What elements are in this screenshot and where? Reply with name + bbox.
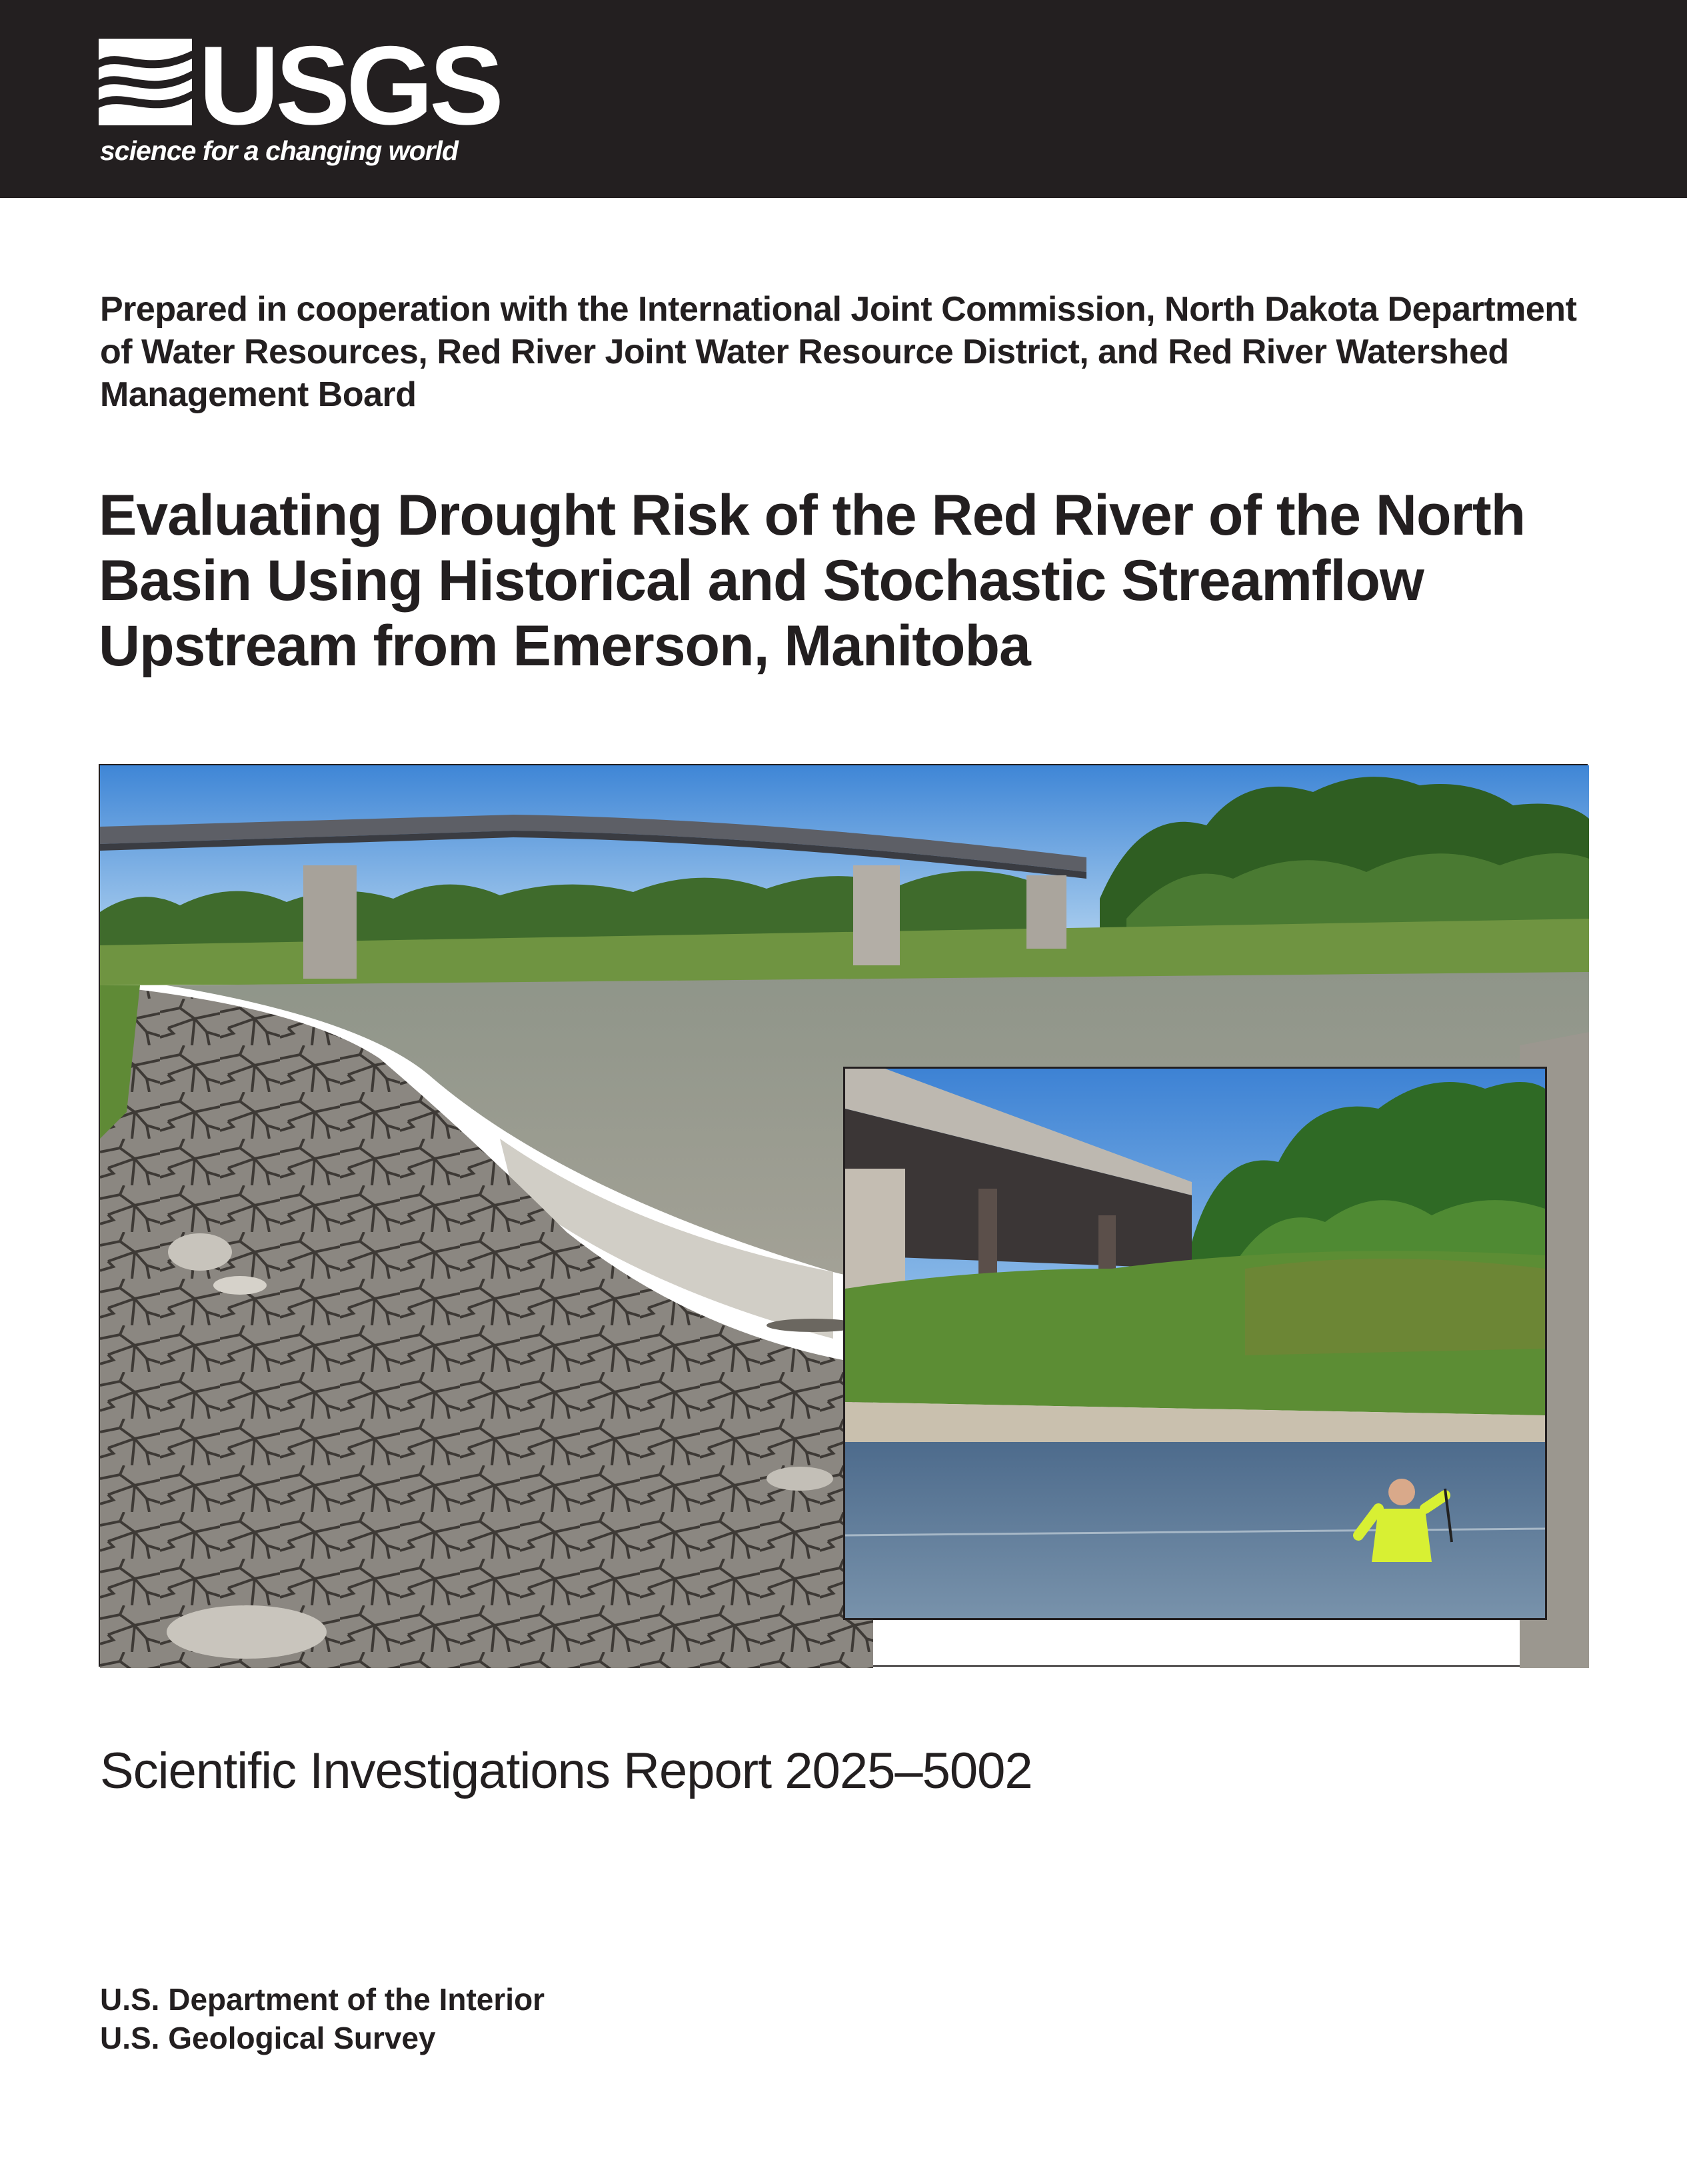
- cooperation-statement: Prepared in cooperation with the International Joint Commission, North Dakota Department of Water Resources, Red River Joint Water Resource District, and Red River Watershed Management Board: [100, 290, 1577, 414]
- cover-photo: [99, 764, 1588, 1667]
- usgs-tagline: science for a changing world: [100, 135, 459, 166]
- header-band: [0, 0, 1687, 198]
- report-title: Evaluating Drought Risk of the Red River of the North Basin Using Historical and Stochastic Streamflow Upstream from Emerson, Manitoba: [99, 483, 1526, 678]
- survey-name: U.S. Geological Survey: [100, 2021, 436, 2055]
- usgs-logo: [99, 23, 501, 167]
- report-series-number: Scientific Investigations Report 2025–5002: [100, 1743, 1032, 1799]
- usgs-wave-logo-icon: [99, 39, 192, 125]
- department-name: U.S. Department of the Interior: [100, 1982, 545, 2017]
- usgs-wordmark: USGS: [199, 23, 501, 148]
- agency-block: [100, 1980, 545, 2057]
- inset-photo: [843, 1067, 1547, 1620]
